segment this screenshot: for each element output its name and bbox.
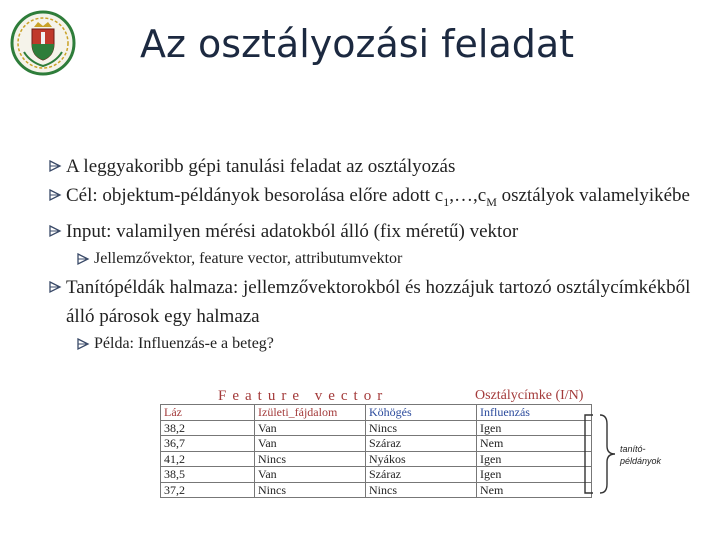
table-cell: 36,7 bbox=[161, 436, 255, 452]
coat-of-arms-logo bbox=[10, 10, 76, 76]
table-row bbox=[161, 436, 592, 452]
bullet-icon bbox=[48, 280, 62, 294]
bullet-text: Tanítópéldák halmaza: jellemzővektorokból és hozzájuk tartozó osztálycímkékből álló párosok egy halmaza bbox=[66, 276, 691, 327]
bullet-text: Jellemzővektor, feature vector, attributumvektor bbox=[94, 249, 403, 267]
table-header-row bbox=[161, 405, 592, 421]
sub-bullet-item bbox=[46, 331, 706, 356]
table-header-cell: Izületi_fájdalom bbox=[255, 405, 366, 421]
table-cell: Van bbox=[255, 420, 366, 436]
bracket-icon bbox=[582, 414, 594, 494]
table-cell: Igen bbox=[477, 420, 592, 436]
note-line: példányok bbox=[620, 456, 662, 466]
subscript: M bbox=[486, 194, 497, 209]
bullet-list bbox=[46, 152, 706, 356]
curly-brace-icon bbox=[598, 414, 618, 494]
table-cell: 37,2 bbox=[161, 482, 255, 498]
training-instances-note bbox=[620, 443, 661, 467]
table-cell: Nincs bbox=[366, 482, 477, 498]
bullet-item bbox=[46, 217, 706, 246]
table-cell: 41,2 bbox=[161, 451, 255, 467]
table-row bbox=[161, 451, 592, 467]
feature-vector-label: Feature vector bbox=[218, 388, 389, 404]
class-label-header: Osztálycímke (I/N) bbox=[475, 388, 584, 403]
table-cell: Nem bbox=[477, 436, 592, 452]
table-cell: Van bbox=[255, 467, 366, 483]
table-row bbox=[161, 467, 592, 483]
table-cell: Nyákos bbox=[366, 451, 477, 467]
table-cell: Van bbox=[255, 436, 366, 452]
training-data-table bbox=[160, 404, 592, 498]
page-title: Az osztályozási feladat bbox=[140, 22, 575, 66]
table-cell: Nem bbox=[477, 482, 592, 498]
table-header-cell: Influenzás bbox=[477, 405, 592, 421]
bullet-item bbox=[46, 273, 706, 331]
bullet-text: A leggyakoribb gépi tanulási feladat az osztályozás bbox=[66, 156, 456, 177]
table-cell: Száraz bbox=[366, 436, 477, 452]
table-cell: Nincs bbox=[366, 420, 477, 436]
table-cell: Száraz bbox=[366, 467, 477, 483]
bullet-icon bbox=[76, 337, 90, 351]
bullet-text: Input: valamilyen mérési adatokból álló (fix méretű) vektor bbox=[66, 220, 519, 242]
table-cell: Nincs bbox=[255, 482, 366, 498]
table-cell: Igen bbox=[477, 467, 592, 483]
sub-bullet-item bbox=[46, 246, 706, 271]
bullet-text: osztályok valamelyikébe bbox=[496, 185, 690, 206]
bullet-icon bbox=[48, 188, 62, 202]
note-line: tanító- bbox=[620, 444, 646, 454]
table-row bbox=[161, 420, 592, 436]
bullet-text: Példa: Influenzás-e a beteg? bbox=[94, 334, 274, 352]
table-header-cell: Láz bbox=[161, 405, 255, 421]
table-cell: Igen bbox=[477, 451, 592, 467]
table-header-cell: Köhögés bbox=[366, 405, 477, 421]
table-cell: Nincs bbox=[255, 451, 366, 467]
table-cell: 38,2 bbox=[161, 420, 255, 436]
table-row bbox=[161, 482, 592, 498]
bullet-icon bbox=[48, 159, 62, 173]
subscript: 1 bbox=[443, 194, 450, 209]
bullet-item bbox=[46, 181, 706, 217]
bullet-item bbox=[46, 152, 706, 181]
bullet-icon bbox=[76, 252, 90, 266]
bullet-text: Cél: objektum-példányok besorolása előre adott c bbox=[66, 185, 444, 206]
table-cell: 38,5 bbox=[161, 467, 255, 483]
bullet-text: ,…,c bbox=[449, 185, 487, 206]
bullet-icon bbox=[48, 224, 62, 238]
